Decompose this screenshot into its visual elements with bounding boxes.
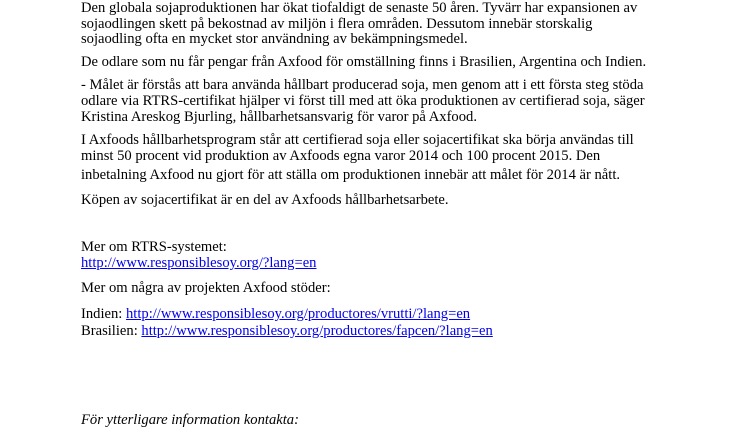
paragraph-4-line-3: inbetalning Axfood nu gjort för att ställa om produktionen innebär att målet för 2014 är nått. [81, 167, 621, 183]
brazil-project-link[interactable]: http://www.responsiblesoy.org/productores/fapcen/?lang=en [141, 323, 493, 339]
paragraph-1-line-3: sojaodling ofta en mycket stor användning av bekämpningsmedel. [81, 31, 468, 47]
india-line [81, 306, 470, 322]
projects-label: Mer om några av projekten Axfood stöder: [81, 280, 331, 296]
paragraph-1-line-1: Den globala sojaproduktionen har ökat tiofaldigt de senaste 50 åren. Tyvärr har expansionen av [81, 0, 638, 16]
paragraph-4-line-2: minst 50 procent vid produktion av Axfoods egna varor 2014 och 100 procent 2015. Den [81, 148, 601, 164]
paragraph-2-line-1: De odlare som nu får pengar från Axfood för omställning finns i Brasilien, Argentina och Indien. [81, 54, 647, 70]
paragraph-5-line-1: Köpen av sojacertifikat är en del av Axfoods hållbarhetsarbete. [81, 192, 449, 208]
india-prefix: Indien: [81, 306, 126, 322]
brazil-line [81, 323, 493, 339]
paragraph-4-line-1: I Axfoods hållbarhetsprogram står att certifierad soja eller sojacertifikat ska börja användas till [81, 132, 634, 148]
paragraph-3-line-2: odlare via RTRS-certifikat hjälper vi först till med att öka produktionen av certifierad soja, säger [81, 93, 645, 109]
contact-info-partial: För ytterligare information kontakta: [81, 412, 299, 428]
paragraph-3-line-3: Kristina Areskog Bjurling, hållbarhetsansvarig för varor på Axfood. [81, 109, 477, 125]
brazil-prefix: Brasilien: [81, 323, 142, 339]
india-project-link[interactable]: http://www.responsiblesoy.org/productores/vrutti/?lang=en [126, 306, 471, 322]
paragraph-1-line-2: sojaodlingen skett på bekostnad av miljön i flera områden. Dessutom innebär storskalig [81, 16, 593, 32]
rtrs-label: Mer om RTRS-systemet: [81, 239, 227, 255]
paragraph-3-line-1: - Målet är förstås att bara använda hållbart producerad soja, men genom att i ett första steg stöda [81, 77, 644, 93]
rtrs-link[interactable]: http://www.responsiblesoy.org/?lang=en [81, 255, 317, 271]
